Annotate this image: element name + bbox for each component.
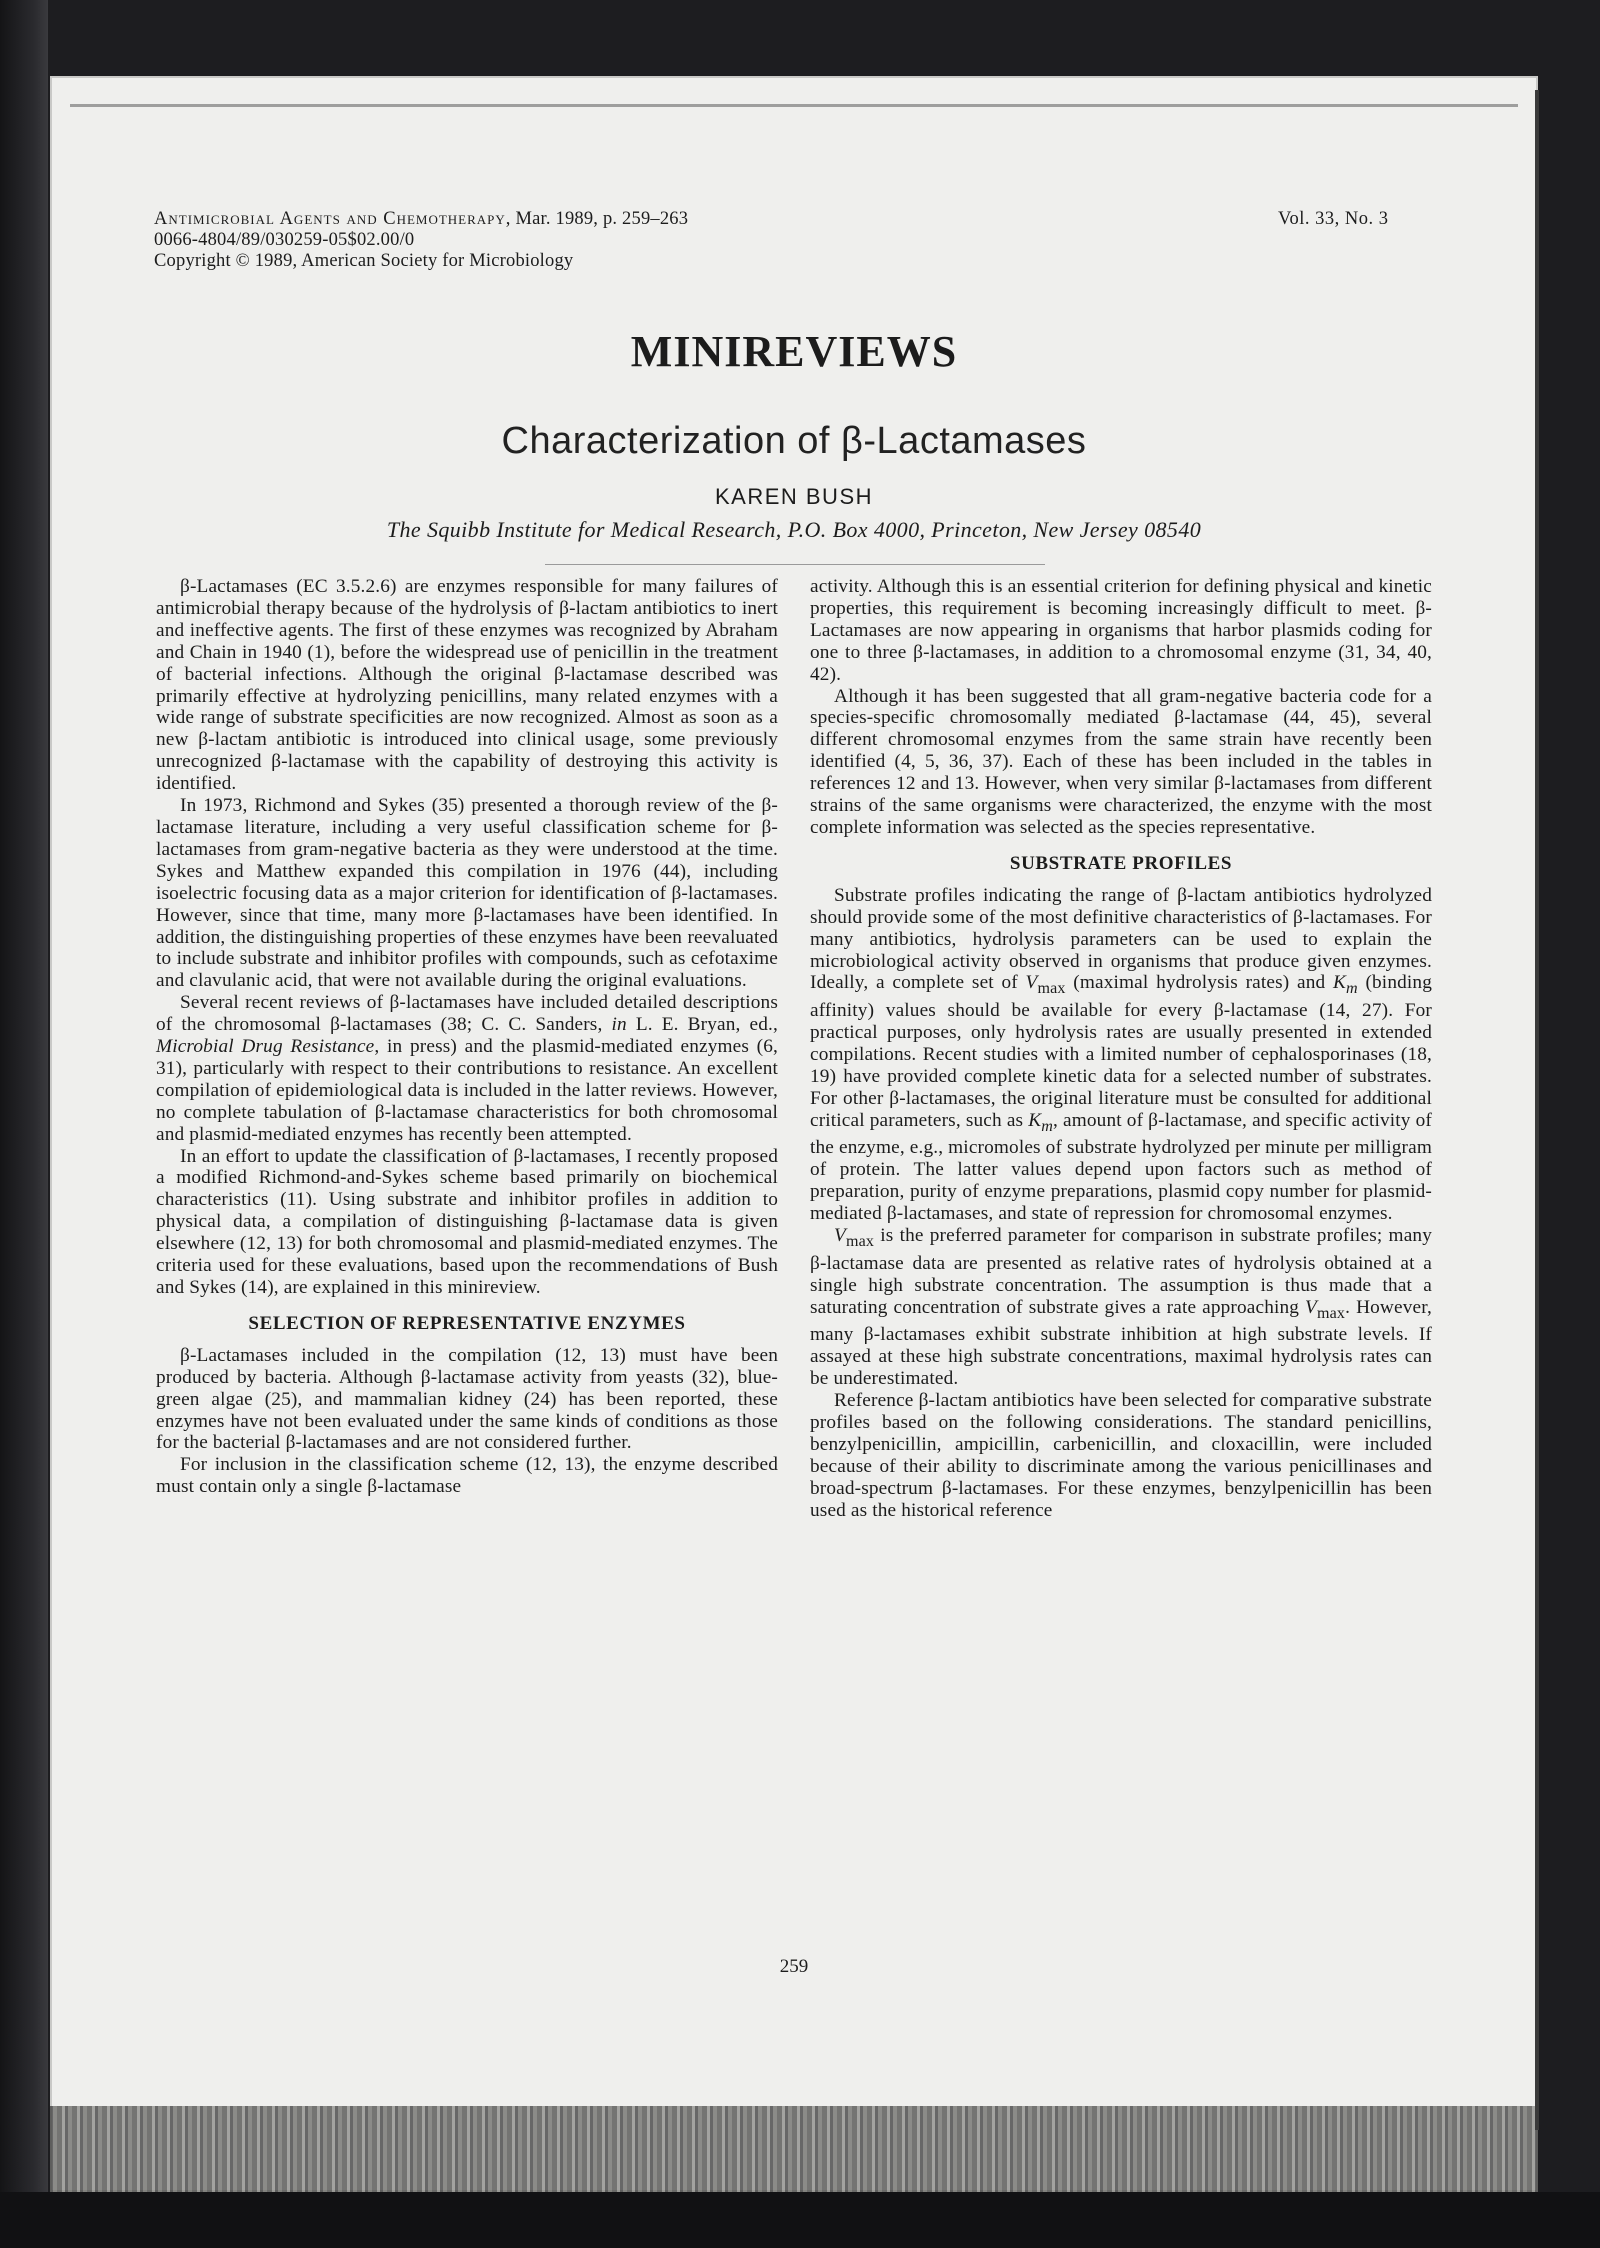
- right-column: [810, 576, 1432, 1522]
- section-heading: MINIREVIEWS: [630, 327, 958, 376]
- paragraph: Substrate profiles indicating the range of β-lactam antibiotics hydrolyzed should provide some of the most definitive characteristics of β-lactamases. For many antibiotics, hydrolysis parameters can be used to explain the microbiological activity observed in organisms that produce given enzymes. Ideally, a complete set of $V_{max}$ (maximal hydrolysis rates) and $K_m$ (binding affinity) values should be available for every β-lactamase (14, 27). For practical purposes, only hydrolysis rates are usually presented in extended compilations. Recent studies with a limited number of cephalosporinases (18, 19) have provided complete kinetic data for a selected number of substrates. For other β-lactamases, the original literature must be consulted for additional critical parameters, such as $K_m$, amount of β-lactamase, and specific activity of the enzyme, e.g., micromoles of substrate hydrolyzed per minute per milligram of protein. The latter values depend upon factors such as method of preparation, purity of enzyme preparations, plasmid copy number for plasmid-mediated β-lactamases, and state of repression for chromosomal enzymes.: [810, 884, 1432, 1225]
- scan-bottom-edge: [0, 2192, 1600, 2248]
- left-column: [156, 576, 778, 1498]
- title-divider: [545, 564, 1045, 565]
- subsection-heading: SUBSTRATE PROFILES: [1009, 852, 1233, 874]
- journal-name: Antimicrobial Agents and Chemotherapy: [154, 209, 506, 229]
- document-page: [50, 76, 1538, 2192]
- author-name: KAREN BUSH: [714, 484, 874, 509]
- copyright-line: Copyright © 1989, American Society for Microbiology: [154, 251, 574, 271]
- paragraph: $V_{max}$ is the preferred parameter for comparison in substrate profiles; many β-lactamase data are presented as relative rates of hydrolysis obtained at a single high substrate concentration. The assumption is thus made that a saturating concentration of substrate gives a rate approaching $V_{max}$. However, many β-lactamases exhibit substrate inhibition at high substrate levels. If assayed at these high substrate concentrations, maximal hydrolysis rates can be underestimated.: [810, 1225, 1432, 1390]
- article-code: 0066-4804/89/030259-05$02.00/0: [154, 230, 415, 250]
- article-title: Characterization of β-Lactamases: [501, 420, 1087, 462]
- author-affiliation: The Squibb Institute for Medical Research, P.O. Box 4000, Princeton, New Jersey 08540: [386, 517, 1202, 542]
- journal-citation: [154, 209, 688, 230]
- subsection-heading: SELECTION OF REPRESENTATIVE ENZYMES: [248, 1312, 686, 1334]
- volume-info: Vol. 33, No. 3: [1278, 209, 1389, 229]
- book-title: Microbial Drug Resistance: [156, 1036, 375, 1058]
- page-right-edge: [1535, 90, 1539, 2130]
- paragraph: activity. Although this is an essential criterion for defining physical and kinetic properties, this requirement is becoming increasingly difficult to meet. β-Lactamases are now appearing in organisms that harbor plasmids coding for one to three β-lactamases, in addition to a chromosomal enzyme (31, 34, 40, 42).: [810, 576, 1432, 685]
- page-number: 259: [779, 1956, 809, 1977]
- paragraph: β-Lactamases (EC 3.5.2.6) are enzymes responsible for many failures of antimicrobial therapy because of the hydrolysis of β-lactam antibiotics to inert and ineffective agents. The first of these enzymes was recognized by Abraham and Chain in 1940 (1), before the widespread use of penicillin in the treatment of bacterial infections. Although the original β-lactamase described was primarily effective at hydrolyzing penicillins, many related enzymes with a wide range of substrate specificities are now recognized. Almost as soon as a new β-lactam antibiotic is introduced into clinical usage, some previously unrecognized β-lactamase with the capability of destroying this activity is identified.: [156, 576, 778, 795]
- paragraph: For inclusion in the classification scheme (12, 13), the enzyme described must contain only a single β-lactamase: [156, 1454, 778, 1498]
- paragraph: Although it has been suggested that all gram-negative bacteria code for a species-specific chromosomally mediated β-lactamase (44, 45), several different chromosomal enzymes from the same strain have recently been identified (4, 5, 36, 37). Each of these has been included in the tables in references 12 and 13. However, when very similar β-lactamases from different strains of the same organisms were characterized, the enzyme with the most complete information was selected as the species representative.: [810, 685, 1432, 838]
- journal-header: [154, 209, 688, 272]
- paragraph: In 1973, Richmond and Sykes (35) presented a thorough review of the β-lactamase literature, including a very useful classification scheme for β-lactamases from gram-negative bacteria as they were understood at the time. Sykes and Matthew expanded this compilation in 1976 (44), including isoelectric focusing data as a major criterion for identification of β-lactamases. However, since that time, many more β-lactamases have been identified. In addition, the distinguishing properties of these enzymes have been reevaluated to include substrate and inhibitor profiles with compounds, such as cefotaxime and clavulanic acid, that were not available during the original evaluations.: [156, 795, 778, 992]
- paragraph: Several recent reviews of β-lactamases have included detailed descriptions of the chromosomal β-lactamases (38; C. C. Sanders, in L. E. Bryan, ed., Microbial Drug Resistance, in press) and the plasmid-mediated enzymes (6, 31), particularly with respect to their contributions to resistance. An excellent compilation of epidemiological data is included in the latter reviews. However, no complete tabulation of β-lactamase characteristics for both chromosomal and plasmid-mediated enzymes has recently been attempted.: [156, 992, 779, 1145]
- top-edge-line: [70, 104, 1518, 107]
- scan-bottom-texture: [50, 2106, 1538, 2192]
- scan-background-edge: [0, 0, 48, 2248]
- paragraph: In an effort to update the classification of β-lactamases, I recently proposed a modified Richmond-and-Sykes scheme based primarily on biochemical characteristics (11). Using substrate and inhibitor profiles in addition to physical data, a compilation of distinguishing β-lactamase data is given elsewhere (12, 13) for both chromosomal and plasmid-mediated enzymes. The criteria used for these evaluations, based upon the recommendations of Bush and Sykes (14), are explained in this minireview.: [156, 1145, 778, 1298]
- issue-pages: , Mar. 1989, p. 259–263: [505, 209, 689, 229]
- paragraph: Reference β-lactam antibiotics have been selected for comparative substrate profiles based on the following considerations. The standard penicillins, benzylpenicillin, ampicillin, carbenicillin, and cloxacillin, were included because of their ability to discriminate among the various penicillinases and broad-spectrum β-lactamases. For these enzymes, benzylpenicillin has been used as the historical reference: [810, 1390, 1432, 1521]
- paragraph: β-Lactamases included in the compilation (12, 13) must have been produced by bacteria. Although β-lactamase activity from yeasts (32), blue-green algae (25), and mammalian kidney (24) has been reported, these enzymes have not been evaluated under the same kinds of conditions as those for the bacterial β-lactamases and are not considered further.: [156, 1344, 778, 1454]
